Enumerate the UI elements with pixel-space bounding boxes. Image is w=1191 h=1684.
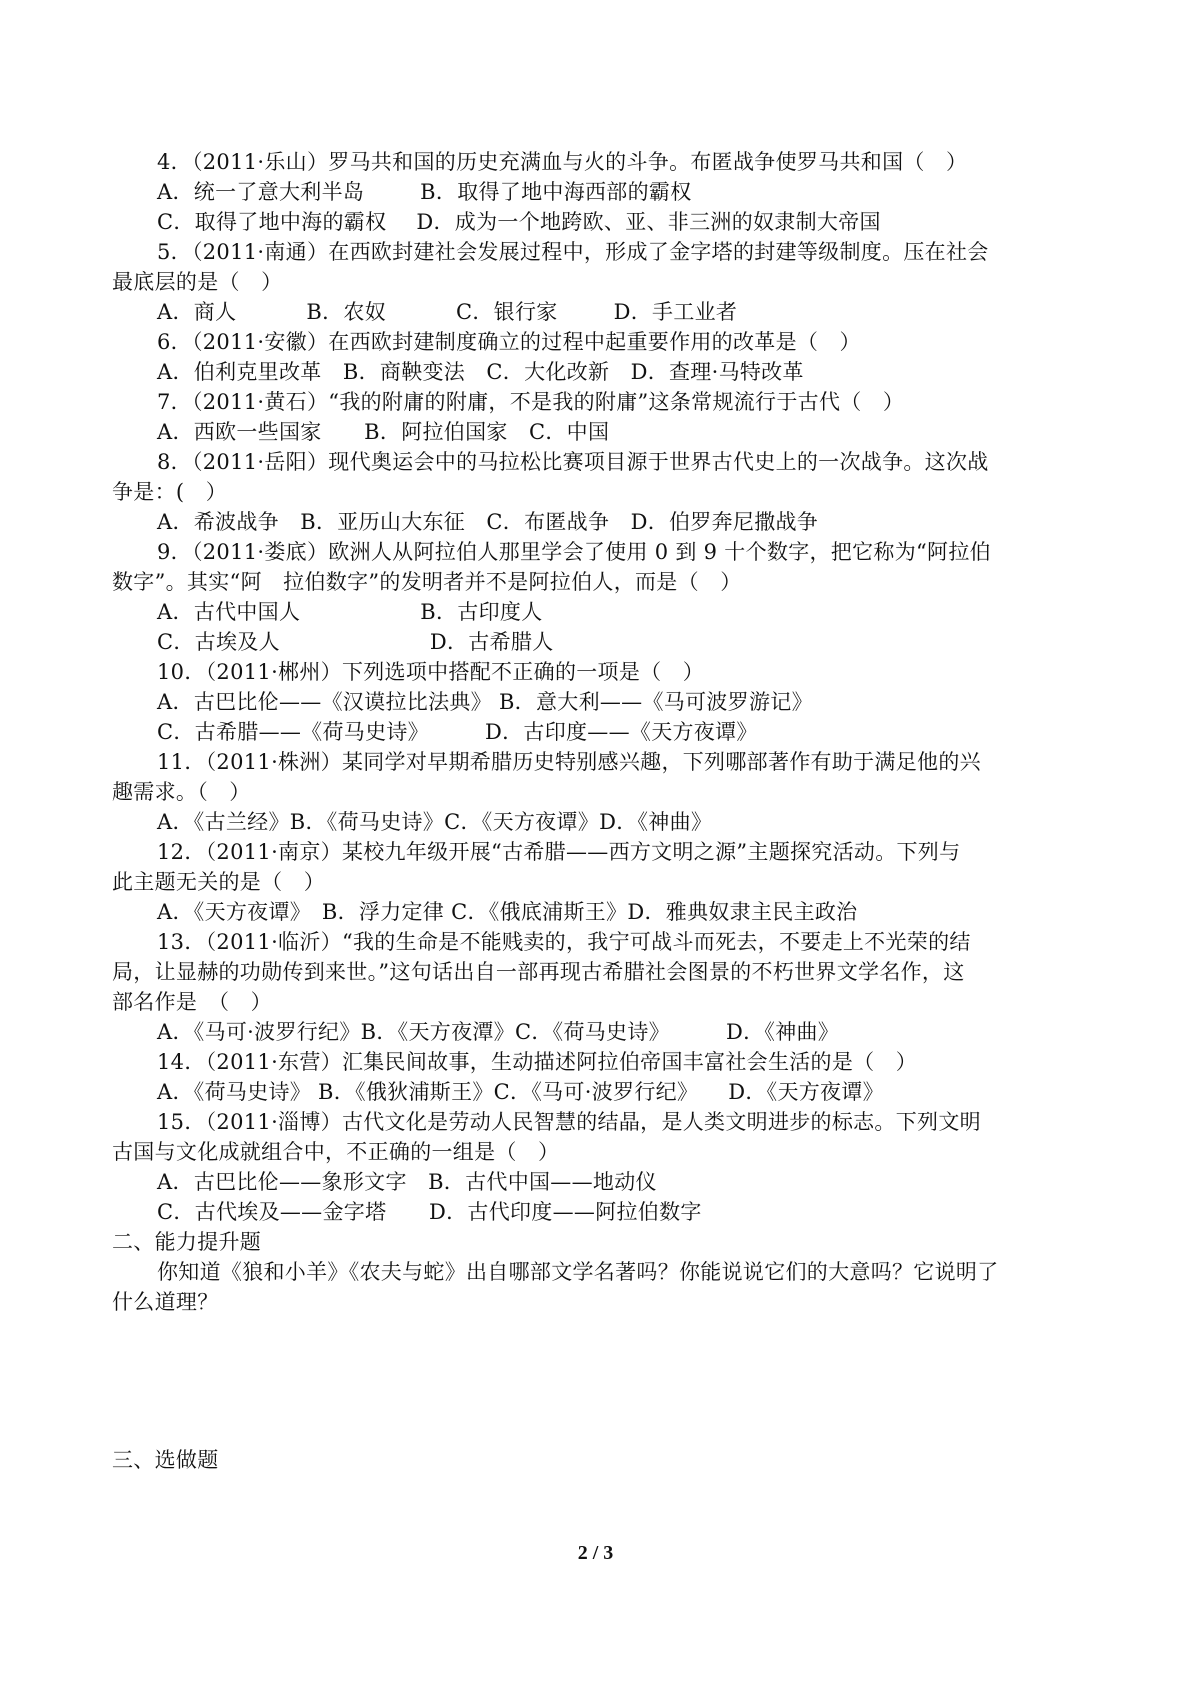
q13-options	[157, 1017, 1137, 1047]
q5-stem-1: 5．（2011·南通）在西欧封建社会发展过程中，形成了金字塔的封建等级制度。压在社会	[157, 240, 989, 264]
q13-stem-1: 13．（2011·临沂）“我的生命是不能贱卖的，我宁可战斗而死去，不要走上不光荣的结	[157, 930, 971, 954]
q13-stem-3: 部名作是 （ ）	[112, 990, 272, 1014]
q10-stem: 10．（2011·郴州）下列选项中搭配不正确的一项是（ ）	[157, 660, 705, 684]
q9-options-cd	[157, 627, 1137, 657]
q9-option-d: D．古希腊人	[429, 630, 554, 654]
q15-stem-2: 古国与文化成就组合中，不正确的一组是（ ）	[112, 1140, 560, 1164]
q5-stem-2: 最底层的是（ ）	[112, 270, 283, 294]
q11-options: A．《古兰经》B．《荷马史诗》C．《天方夜谭》D．《神曲》	[157, 810, 713, 834]
q9-option-a: A．古代中国人	[157, 600, 301, 624]
q5-option-d: D．手工业者	[613, 300, 738, 324]
q15-stem-1: 15．（2011·淄博）古代文化是劳动人民智慧的结晶，是人类文明进步的标志。下列文明	[157, 1110, 981, 1134]
q12-options: A．《天方夜谭》 B．浮力定律 C．《俄底浦斯王》D．雅典奴隶主民主政治	[157, 900, 858, 924]
q14-options-abc: A．《荷马史诗》 B．《俄狄浦斯王》C．《马可·波罗行纪》	[157, 1080, 699, 1104]
q5-option-b: B．农奴	[306, 300, 387, 324]
q13-stem-2: 局，让显赫的功勋传到来世。”这句话出自一部再现古希腊社会图景的不朽世界文学名作，这	[112, 960, 965, 984]
q8-stem-2: 争是：( ）	[112, 480, 227, 504]
q4-options-ab	[157, 177, 1137, 207]
q11-stem-2: 趣需求。（ ）	[112, 780, 251, 804]
q10-options-ab: A．古巴比伦——《汉谟拉比法典》 B．意大利——《马可波罗游记》	[157, 690, 813, 714]
q14-option-d: D．《天方夜谭》	[728, 1080, 884, 1104]
q4-option-d: D．成为一个地跨欧、亚、非三洲的奴隶制大帝国	[416, 210, 881, 234]
q4-options-cd	[157, 207, 1137, 237]
q9-option-b: B．古印度人	[420, 600, 543, 624]
q4-option-a: A．统一了意大利半岛	[157, 180, 365, 204]
q7-options: A．西欧一些国家 B．阿拉伯国家 C．中国	[157, 420, 610, 444]
q6-options: A．伯利克里改革 B．商鞅变法 C．大化改新 D．查理·马特改革	[157, 360, 804, 384]
q6-stem: 6．（2011·安徽）在西欧封建制度确立的过程中起重要作用的改革是（ ）	[157, 330, 861, 354]
q14-options	[157, 1077, 1137, 1107]
q5-option-c: C．银行家	[456, 300, 558, 324]
q12-stem-2: 此主题无关的是（ ）	[112, 870, 325, 894]
q13-option-d: D．《神曲》	[725, 1020, 840, 1044]
q15-options-cd: C．古代埃及——金字塔 D．古代印度——阿拉伯数字	[157, 1200, 702, 1224]
q14-stem: 14．（2011·东营）汇集民间故事，生动描述阿拉伯帝国丰富社会生活的是（ ）	[157, 1050, 918, 1074]
page-number: 2 / 3	[577, 1542, 614, 1564]
q9-options-ab	[157, 597, 1137, 627]
q15-options-ab: A．古巴比伦——象形文字 B．古代中国——地动仪	[157, 1170, 657, 1194]
section-2-question-1: 你知道《狼和小羊》《农夫与蛇》出自哪部文学名著吗？你能说说它们的大意吗？它说明了	[157, 1260, 999, 1284]
q9-stem-2: 数字”。其实“阿 拉伯数字”的发明者并不是阿拉伯人，而是（ ）	[112, 570, 742, 594]
section-2-question-2: 什么道理？	[112, 1290, 219, 1314]
q8-options: A．希波战争 B．亚历山大东征 C．布匿战争 D．伯罗奔尼撒战争	[157, 510, 819, 534]
q10-option-c: C．古希腊——《荷马史诗》	[157, 720, 429, 744]
q9-option-c: C．古埃及人	[157, 630, 280, 654]
q11-stem-1: 11．（2011·株洲）某同学对早期希腊历史特别感兴趣，下列哪部著作有助于满足他的兴	[157, 750, 981, 774]
q10-options-cd	[157, 717, 1137, 747]
q4-stem: 4．（2011·乐山）罗马共和国的历史充满血与火的斗争。布匿战争使罗马共和国（ ）	[157, 150, 968, 174]
q9-stem-1: 9．（2011·娄底）欧洲人从阿拉伯人那里学会了使用 0 到 9 十个数字，把它称为“阿拉伯	[157, 540, 991, 564]
q10-option-d: D．古印度——《天方夜谭》	[484, 720, 758, 744]
section-2-heading: 二、能力提升题	[112, 1230, 262, 1254]
q7-stem: 7．（2011·黄石）“我的附庸的附庸，不是我的附庸”这条常规流行于古代（ ）	[157, 390, 905, 414]
q8-stem-1: 8．（2011·岳阳）现代奥运会中的马拉松比赛项目源于世界古代史上的一次战争。这次战	[157, 450, 989, 474]
q12-stem-1: 12．（2011·南京）某校九年级开展“古希腊——西方文明之源”主题探究活动。下列与	[157, 840, 961, 864]
q5-option-a: A．商人	[157, 300, 237, 324]
q4-option-c: C．取得了地中海的霸权	[157, 210, 387, 234]
section-3-heading: 三、选做题	[112, 1448, 219, 1472]
q5-options	[157, 297, 1137, 327]
q13-options-abc: A．《马可·波罗行纪》B．《天方夜潭》C．《荷马史诗》	[157, 1020, 670, 1044]
q4-option-b: B．取得了地中海西部的霸权	[420, 180, 692, 204]
